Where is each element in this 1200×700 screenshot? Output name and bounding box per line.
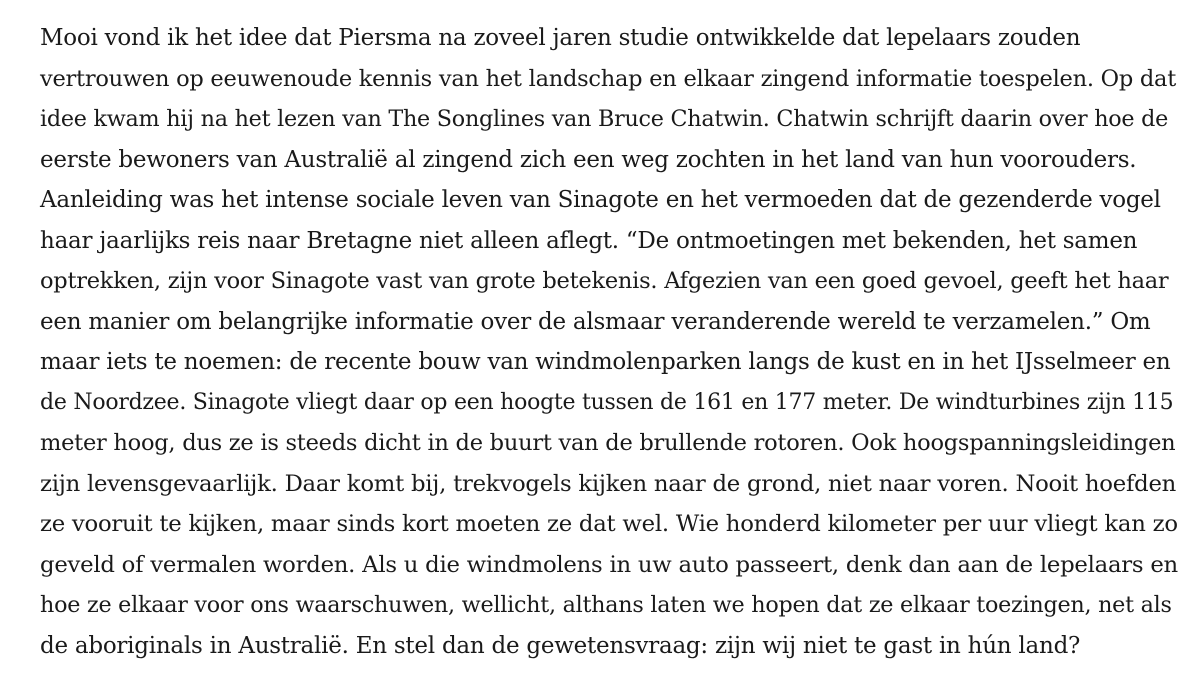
text-line: Mooi vond ik het idee dat Piersma na zoveel jaren studie ontwikkelde dat lepelaars zouden — [40, 25, 1081, 51]
text-line: ze vooruit te kijken, maar sinds kort moeten ze dat wel. Wie honderd kilometer per uur vliegt kan zo — [40, 511, 1178, 537]
text-line: eerste bewoners van Australië al zingend zich een weg zochten in het land van hun voorouders. — [40, 146, 1137, 173]
text-line: idee kwam hij na het lezen van The Songlines van Bruce Chatwin. Chatwin schrijft daarin over hoe de — [40, 106, 1169, 132]
text-line: een manier om belangrijke informatie over de alsmaar veranderende wereld te verzamelen.” Om — [40, 308, 1151, 335]
text-line: maar iets te noemen: de recente bouw van windmolenparken langs de kust en in het IJsselmeer en — [40, 349, 1171, 375]
text-line: de aboriginals in Australië. En stel dan de gewetensvraag: zijn wij niet te gast in hún land? — [40, 632, 1081, 659]
text-line: optrekken, zijn voor Sinagote vast van grote betekenis. Afgezien van een goed gevoel, geeft het haar — [40, 268, 1169, 294]
text-line: meter hoog, dus ze is steeds dicht in de buurt van de brullende rotoren. Ook hoogspanningsleidingen — [40, 430, 1176, 456]
text-line: Aanleiding was het intense sociale leven van Sinagote en het vermoeden dat de gezenderde vogel — [40, 187, 1161, 213]
text-line: vertrouwen op eeuwenoude kennis van het landschap en elkaar zingend informatie toespelen. Op dat — [40, 65, 1176, 92]
text-line: geveld of vermalen worden. Als u die windmolens in uw auto passeert, denk dan aan de lepelaars en — [40, 551, 1178, 578]
text-line: de Noordzee. Sinagote vliegt daar op een hoogte tussen de 161 en 177 meter. De windturbines zijn 115 — [40, 389, 1174, 415]
article-paragraph — [40, 18, 1180, 666]
text-line: haar jaarlijks reis naar Bretagne niet alleen aflegt. “De ontmoetingen met bekenden, het samen — [40, 227, 1138, 254]
text-line: zijn levensgevaarlijk. Daar komt bij, trekvogels kijken naar de grond, niet naar voren. Nooit hoefden — [40, 470, 1177, 497]
text-line: hoe ze elkaar voor ons waarschuwen, wellicht, althans laten we hopen dat ze elkaar toezingen, net als — [40, 592, 1172, 618]
